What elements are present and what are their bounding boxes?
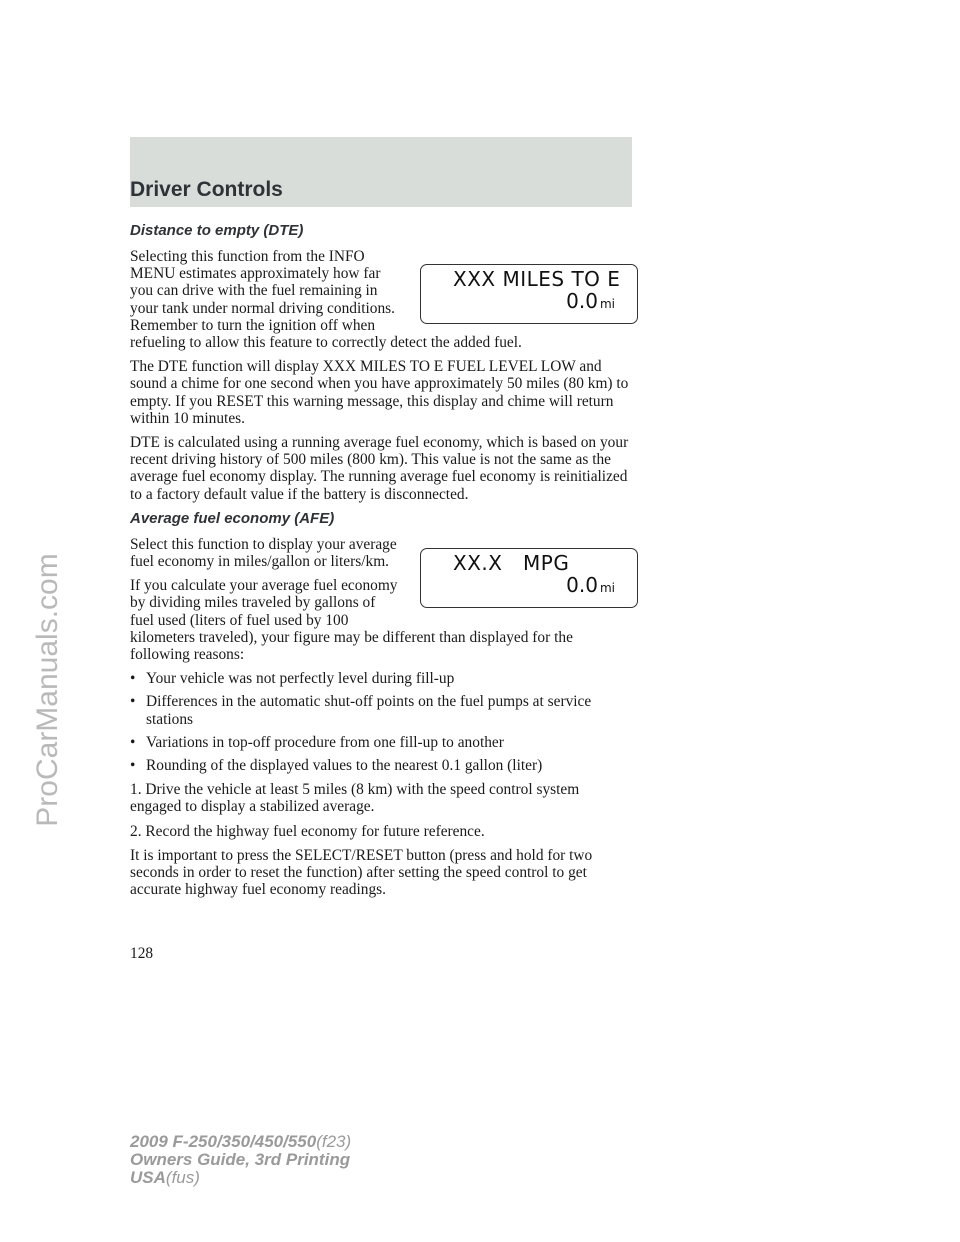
dte-display-value: 0.0 (566, 289, 598, 313)
watermark-text: ProCarManuals.com (31, 553, 64, 827)
dte-display-readout (566, 289, 615, 313)
footer (130, 1133, 351, 1187)
page-number: 128 (130, 945, 154, 962)
dte-paragraph-1: Selecting this function from the INFO MENU estimates approximately how far you can drive with the fuel remaining in your tank under normal driving conditions. Remember to turn the ignition off when refueling to allow this feature to correctly detect the added fuel. (130, 248, 522, 352)
list-item: • Differences in the automatic shut-off points on the fuel pumps at service stations (130, 693, 630, 727)
list-item: • Your vehicle was not perfectly level during fill-up (130, 670, 630, 687)
list-item: • Rounding of the displayed values to the nearest 0.1 gallon (liter) (130, 757, 630, 774)
dte-display-line1: XXX MILES TO E (453, 267, 621, 291)
afe-reasons-list (130, 670, 630, 774)
dte-display-graphic (420, 264, 638, 324)
afe-paragraph-2: If you calculate your average fuel economy by dividing miles traveled by gallons of fuel used (liters of fuel used by 100 kilometers traveled), your figure may be different than displayed for the following reasons: (130, 577, 573, 664)
footer-line-1 (130, 1133, 351, 1151)
afe-display-graphic (420, 548, 638, 608)
afe-step-2: 2. Record the highway fuel economy for future reference. (130, 822, 485, 840)
afe-display-value: 0.0 (566, 572, 598, 597)
footer-model-code: (f23) (316, 1132, 352, 1151)
afe-paragraph-1: Select this function to display your average fuel economy in miles/gallon or liters/km. (130, 535, 397, 571)
footer-line-3 (130, 1169, 351, 1187)
footer-region: USA (130, 1168, 166, 1187)
footer-guide: Owners Guide, 3rd Printing (130, 1150, 351, 1169)
dte-heading: Distance to empty (DTE) (130, 222, 304, 239)
dte-paragraph-2: The DTE function will display XXX MILES TO E FUEL LEVEL LOW and sound a chime for one second when you have approximately 50 miles (80 km) to empty. If you RESET this warning message, this display and chime will return within 10 minutes. (130, 358, 629, 427)
afe-display-readout (566, 572, 615, 597)
section-title: Driver Controls (130, 178, 283, 201)
dte-paragraph-3: DTE is calculated using a running average fuel economy, which is based on your recent driving history of 500 miles (800 km). This value is not the same as the average fuel economy display. The running average fuel economy is reinitialized to a factory default value if the battery is disconnected. (130, 434, 629, 503)
list-item: • Variations in top-off procedure from one fill-up to another (130, 734, 630, 751)
afe-display-line1: XX.X MPG (453, 550, 570, 575)
footer-region-code: (fus) (165, 1168, 200, 1187)
dte-display-unit: mi (599, 297, 615, 311)
afe-paragraph-3: It is important to press the SELECT/RESET button (press and hold for two seconds in order to reset the function) after setting the speed control to get accurate highway fuel economy readings. (130, 846, 593, 899)
footer-model: 2009 F-250/350/450/550 (130, 1132, 317, 1151)
afe-step-1: 1. Drive the vehicle at least 5 miles (8 km) with the speed control system engaged to display a stabilized average. (130, 781, 580, 816)
afe-display-unit: mi (599, 580, 615, 595)
page-content (130, 222, 630, 906)
afe-heading: Average fuel economy (AFE) (130, 509, 335, 527)
